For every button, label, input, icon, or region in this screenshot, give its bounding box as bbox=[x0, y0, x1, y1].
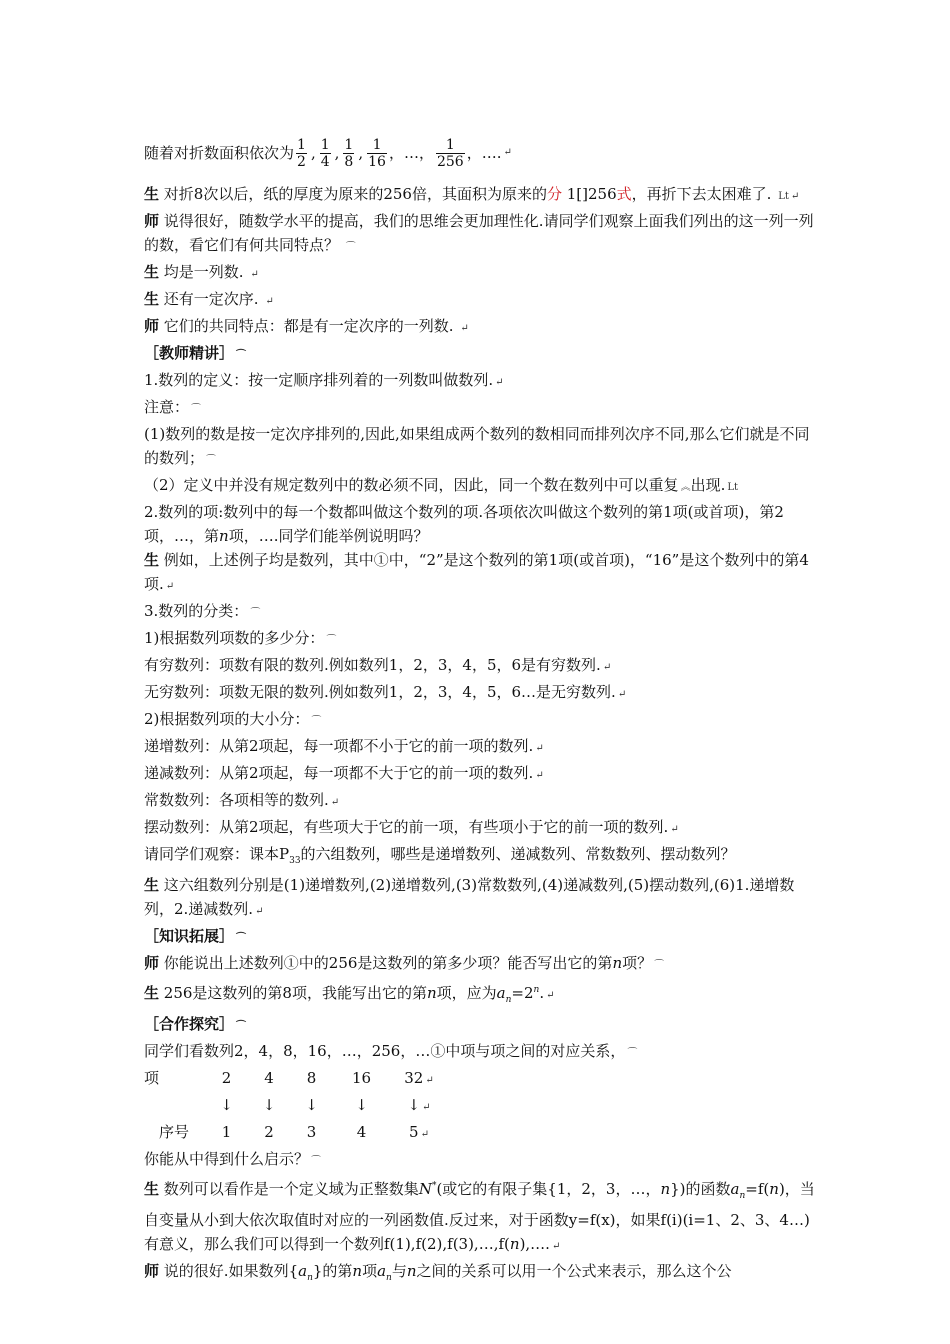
note-text: 出现. bbox=[690, 476, 726, 494]
speaker-teacher: 师 bbox=[144, 954, 160, 972]
term-index: 3 bbox=[306, 1123, 317, 1141]
return-mark-icon: ↵ bbox=[165, 581, 175, 592]
remark-text: (或它的有限子集{1，2，3，…， bbox=[436, 1180, 661, 1198]
definition bbox=[144, 368, 819, 395]
heading-text: ［教师精讲］ bbox=[144, 344, 235, 362]
heading-text: ［知识拓展］ bbox=[144, 927, 235, 945]
exploration-text bbox=[144, 1039, 819, 1066]
speaker-teacher: 师 bbox=[144, 1262, 160, 1280]
arc-mark-icon: ⌒ bbox=[311, 1156, 322, 1167]
math-subscript: n bbox=[505, 995, 512, 1005]
return-mark-icon: ↵ bbox=[495, 377, 504, 388]
remark-text: 项？ bbox=[622, 954, 653, 972]
note-text: 注意： bbox=[144, 398, 190, 416]
red-annotation: 分 bbox=[546, 185, 562, 203]
fraction-numerator: 1 bbox=[320, 136, 330, 153]
speaker-student: 生 bbox=[144, 290, 160, 308]
question bbox=[144, 842, 819, 873]
definition bbox=[144, 500, 819, 548]
note-text: （2）定义中并没有规定数列中的数必须不同，因此，同一个数在数列中可以重复 bbox=[144, 476, 679, 494]
remark-text: 项 bbox=[362, 1262, 378, 1280]
speaker-student: 生 bbox=[144, 551, 160, 569]
definition bbox=[144, 599, 819, 626]
remark-text: 例如，上述例子均是数列，其中①中，“2”是这个数列的第1项(或首项)，“16”是这个数列中的第4项. bbox=[144, 551, 809, 593]
up-mark-icon: ︽ bbox=[680, 482, 691, 493]
return-mark-icon: ↵ bbox=[420, 1129, 429, 1140]
down-arrow-icon: ↓ bbox=[407, 1096, 421, 1114]
arc-mark-icon: ⌒ bbox=[236, 933, 247, 944]
remark-text: 说得很好，随数学水平的提高，我们的思维会更加理性化.请同学们观察上面我们列出的这一列一列的数，看它们有何共同特点？ bbox=[144, 212, 814, 254]
fraction-numerator: 1 bbox=[344, 136, 354, 153]
fraction bbox=[320, 137, 331, 170]
term-value-cell bbox=[389, 1066, 449, 1093]
section-heading bbox=[144, 1012, 819, 1039]
heading-text: ［合作探究］ bbox=[144, 1015, 235, 1033]
definition-text: 2.数列的项:数列中的每一个数都叫做这个数列的项.各项依次叫做这个数列的第1项(或首项)，第2项，…，第 bbox=[144, 503, 784, 545]
math-variable: a bbox=[496, 984, 506, 1002]
math-subscript: n bbox=[307, 1273, 313, 1283]
return-mark-icon: ↵ bbox=[535, 770, 544, 781]
return-mark-icon: ↵ bbox=[425, 1075, 434, 1086]
term-index: 4 bbox=[356, 1123, 367, 1141]
fractions-end: ，…. bbox=[466, 144, 502, 162]
speaker-teacher: 师 bbox=[144, 317, 160, 335]
student-remark bbox=[144, 548, 819, 599]
remark-text: 项，应为 bbox=[436, 984, 497, 1002]
arc-mark-icon: ⌒ bbox=[345, 242, 356, 253]
arc-mark-icon: ⌒ bbox=[250, 608, 261, 619]
fraction-denominator: 16 bbox=[368, 153, 386, 170]
return-mark-icon: ↵ bbox=[546, 990, 555, 1001]
remark-text: =f( bbox=[745, 1180, 770, 1198]
line-mark-icon: Lt bbox=[778, 191, 789, 202]
fraction-denominator: 8 bbox=[344, 153, 354, 170]
math-variable: a bbox=[377, 1262, 387, 1280]
math-subscript: n bbox=[386, 1273, 392, 1283]
return-mark-icon: ↵ bbox=[551, 1241, 561, 1252]
fraction-numerator: 1 bbox=[372, 136, 382, 153]
math-variable: n bbox=[660, 1180, 671, 1198]
math-variable: n bbox=[352, 1262, 363, 1280]
return-mark-icon: ↵ bbox=[250, 269, 259, 280]
math-variable: n bbox=[406, 1262, 417, 1280]
math-exponent: * bbox=[431, 1181, 437, 1191]
remark-text: 1[]256 bbox=[562, 185, 617, 203]
return-mark-icon: ↵ bbox=[617, 689, 627, 700]
math-variable: a bbox=[298, 1262, 308, 1280]
down-arrow-icon: ↓ bbox=[305, 1096, 318, 1114]
arc-mark-icon: ⌒ bbox=[326, 635, 337, 646]
student-remark bbox=[144, 287, 819, 314]
math-exponent: n bbox=[533, 985, 540, 995]
fraction-denominator: 4 bbox=[320, 153, 330, 170]
classification-text: 2)根据数列项的大小分： bbox=[144, 710, 310, 728]
remark-text: })的函数 bbox=[670, 1180, 731, 1198]
term-value: 4 bbox=[264, 1069, 274, 1087]
down-arrow-icon: ↓ bbox=[220, 1096, 233, 1114]
math-variable: N bbox=[418, 1180, 432, 1198]
arc-mark-icon: ⌒ bbox=[627, 1048, 638, 1059]
teacher-remark bbox=[144, 951, 819, 978]
term-value: 32 bbox=[404, 1069, 424, 1087]
arc-mark-icon: ⌒ bbox=[311, 716, 322, 727]
return-mark-icon: ↵ bbox=[330, 797, 340, 808]
term-index: 1 bbox=[221, 1123, 232, 1141]
student-remark bbox=[144, 182, 819, 209]
arc-mark-icon: ⌒ bbox=[191, 404, 202, 415]
down-arrow-icon: ↓ bbox=[262, 1096, 276, 1114]
fraction bbox=[436, 137, 465, 170]
remark-text: 对折8次以后，纸的厚度为原来的256倍，其面积为原来的 bbox=[163, 185, 547, 203]
down-arrow-icon: ↓ bbox=[355, 1096, 368, 1114]
return-mark-icon: ↵ bbox=[535, 743, 544, 754]
classification-text: 1)根据数列项数的多少分： bbox=[144, 629, 325, 647]
term-index: 2 bbox=[264, 1123, 274, 1141]
fraction-denominator: 256 bbox=[436, 153, 464, 170]
definition-text: 1.数列的定义：按一定顺序排列着的一列数叫做数列. bbox=[144, 371, 494, 389]
fraction-denominator: 2 bbox=[297, 153, 306, 170]
remark-text: 256是这数列的第8项，我能写出它的第 bbox=[163, 984, 427, 1002]
classification-item bbox=[144, 788, 819, 815]
term-index: 5 bbox=[409, 1123, 419, 1141]
remark-text: ),…. bbox=[519, 1235, 550, 1253]
return-mark-icon: ↵ bbox=[255, 906, 264, 917]
remark-text: ，再折下去太困难了. bbox=[631, 185, 772, 203]
student-remark bbox=[144, 1174, 819, 1259]
term-index-cell bbox=[389, 1120, 449, 1147]
classification-item bbox=[144, 761, 819, 788]
note-item bbox=[144, 473, 819, 500]
math-variable: a bbox=[730, 1180, 740, 1198]
classification-text: 递增数列：从第2项起，每一项都不小于它的前一项的数列. bbox=[144, 737, 534, 755]
classification-text: 有穷数列：项数有限的数列.例如数列1，2，3，4，5，6是有穷数列. bbox=[144, 656, 601, 674]
fraction bbox=[343, 137, 354, 170]
math-variable: n bbox=[219, 527, 229, 545]
remark-text: 还有一定次序. bbox=[163, 290, 259, 308]
student-remark bbox=[144, 260, 819, 287]
term-value: 8 bbox=[306, 1069, 317, 1087]
math-variable: n bbox=[426, 984, 437, 1002]
student-remark bbox=[144, 873, 819, 924]
classification-item bbox=[144, 680, 819, 707]
definition-text: 项，….同学们能举例说明吗？ bbox=[228, 527, 429, 545]
remark-text: }的第 bbox=[312, 1262, 353, 1280]
arc-mark-icon: ⌒ bbox=[206, 455, 217, 466]
return-mark-icon: ↵ bbox=[602, 662, 612, 673]
math-variable: n bbox=[612, 954, 623, 972]
speaker-student: 生 bbox=[144, 1180, 160, 1198]
fraction bbox=[296, 137, 307, 170]
correspondence-table bbox=[144, 1066, 819, 1147]
classification-item bbox=[144, 653, 819, 680]
teacher-remark bbox=[144, 1259, 819, 1290]
return-mark-icon: ↵ bbox=[422, 1102, 431, 1113]
fraction-numerator: 1 bbox=[445, 136, 455, 153]
math-expression: =2 bbox=[511, 984, 534, 1002]
teacher-remark bbox=[144, 314, 819, 341]
speaker-student: 生 bbox=[144, 984, 160, 1002]
question-text: 请同学们观察：课本P bbox=[144, 845, 290, 863]
return-mark-icon: ↵ bbox=[460, 323, 469, 334]
speaker-student: 生 bbox=[144, 185, 160, 203]
arc-mark-icon: ⌒ bbox=[236, 1021, 247, 1032]
teacher-remark bbox=[144, 209, 819, 260]
classification-heading bbox=[144, 626, 819, 653]
math-variable: n bbox=[509, 1235, 520, 1253]
fraction-numerator: 1 bbox=[297, 136, 306, 153]
remark-text: 说的很好.如果数列{ bbox=[163, 1262, 299, 1280]
remark-text: 与 bbox=[391, 1262, 407, 1280]
page-subscript: 33 bbox=[289, 856, 301, 866]
question-text: 的六组数列，哪些是递增数列、递减数列、常数数列、摆动数列？ bbox=[300, 845, 736, 863]
return-mark-icon: ↵ bbox=[790, 191, 800, 202]
lesson-page bbox=[144, 126, 819, 1290]
note-label bbox=[144, 395, 819, 422]
math-variable: n bbox=[769, 1180, 779, 1198]
term-value: 16 bbox=[351, 1069, 372, 1087]
speaker-student: 生 bbox=[144, 876, 160, 894]
exploration-sentence: 同学们看数列2，4，8，16，…，256，…①中项与项之间的对应关系， bbox=[144, 1042, 626, 1060]
term-value: 2 bbox=[221, 1069, 232, 1087]
remark-text: . bbox=[539, 984, 545, 1002]
section-heading bbox=[144, 341, 819, 368]
row-label: 序号 bbox=[158, 1123, 189, 1141]
remark-text: 数列可以看作是一个定义域为正整数集 bbox=[163, 1180, 419, 1198]
return-mark-icon: ↵ bbox=[265, 296, 274, 307]
student-remark bbox=[144, 978, 819, 1012]
remark-text: )，当自变量从小到大依次取值时对应的一列函数值.反过来，对于函数y=f(x)，如果f(i)(i=1、2、3、4…)有意义，那么我们可以得到一个数列f(1),f(2),f(3),…,f( bbox=[144, 1180, 815, 1253]
fraction bbox=[367, 137, 387, 170]
classification-text: 无穷数列：项数无限的数列.例如数列1，2，3，4，5，6…是无穷数列. bbox=[144, 683, 616, 701]
classification-item bbox=[144, 734, 819, 761]
math-subscript: n bbox=[739, 1191, 746, 1201]
note-item bbox=[144, 422, 819, 473]
arc-mark-icon: ⌒ bbox=[654, 960, 665, 971]
row-label: 项 bbox=[144, 1069, 160, 1087]
section-heading bbox=[144, 924, 819, 951]
remark-text: 均是一列数. bbox=[163, 263, 244, 281]
remark-text: 之间的关系可以用一个公式来表示，那么这个公 bbox=[416, 1262, 732, 1280]
arrow-cell bbox=[389, 1093, 449, 1120]
return-mark-icon: ↵ bbox=[670, 824, 679, 835]
fractions-intro: 随着对折数面积依次为 bbox=[144, 144, 295, 162]
remark-text: 这六组数列分别是(1)递增数列,(2)递增数列,(3)常数数列,(4)递减数列,(5)摆动数列,(6)1.递增数列，2.递减数列. bbox=[144, 876, 795, 918]
remark-text: 它们的共同特点：都是有一定次序的一列数. bbox=[163, 317, 454, 335]
speaker-teacher: 师 bbox=[144, 212, 160, 230]
fractions-line: 随着对折数面积依次为 $\frac{1}{2}$ , $\frac{1}{4}$ , $\frac{1}{8}$ , $\frac{1}{16}$ ，…， $\frac{1}{256}$ ，…. ↵ bbox=[144, 136, 512, 170]
line-mark-icon: Lt bbox=[727, 482, 739, 493]
classification-text: 摆动数列：从第2项起，有些项大于它的前一项，有些项小于它的前一项的数列. bbox=[144, 818, 669, 836]
remark-text: 你能说出上述数列①中的256是这数列的第多少项？能否写出它的第 bbox=[163, 954, 613, 972]
classification-heading bbox=[144, 707, 819, 734]
fractions-ellipsis: ，…， bbox=[388, 144, 434, 162]
speaker-student: 生 bbox=[144, 263, 160, 281]
definition-text: 3.数列的分类： bbox=[144, 602, 249, 620]
exploration-text bbox=[144, 1147, 819, 1174]
return-mark-icon: ↵ bbox=[503, 147, 512, 158]
classification-item bbox=[144, 815, 819, 842]
arc-mark-icon: ⌒ bbox=[236, 350, 247, 361]
classification-text: 常数数列：各项相等的数列. bbox=[144, 791, 329, 809]
classification-text: 递减数列：从第2项起，每一项都不大于它的前一项的数列. bbox=[144, 764, 534, 782]
note-text: (1)数列的数是按一定次序排列的,因此,如果组成两个数列的数相同而排列次序不同,那么它们就是不同的数列； bbox=[144, 425, 810, 467]
exploration-sentence: 你能从中得到什么启示？ bbox=[144, 1150, 310, 1168]
red-annotation: 式 bbox=[616, 185, 632, 203]
